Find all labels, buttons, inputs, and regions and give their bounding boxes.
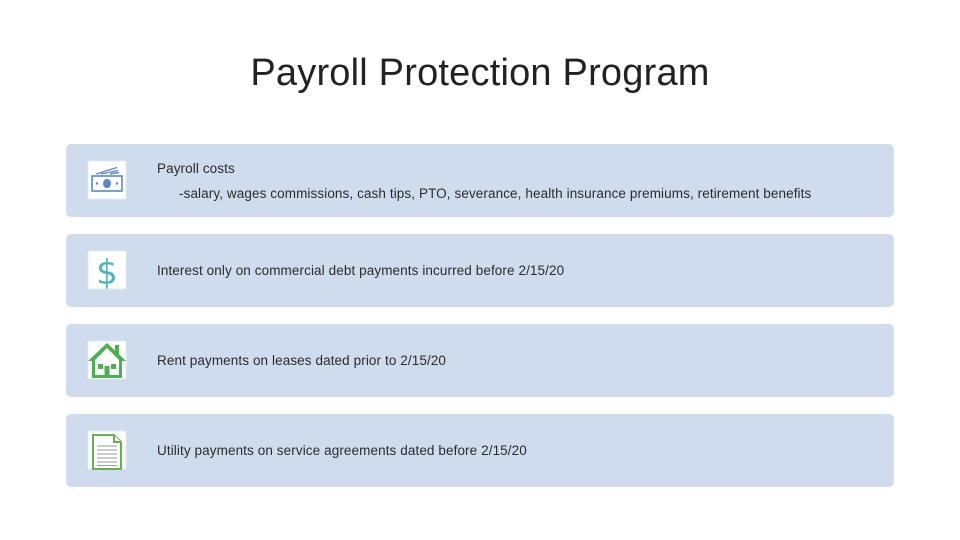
item-label: Payroll costs (157, 161, 235, 176)
slide-title: Payroll Protection Program (250, 52, 710, 94)
list-item-interest (66, 234, 894, 307)
svg-text:$: $ (96, 253, 118, 293)
item-detail: -salary, wages commissions, cash tips, PTO, severance, health insurance premiums, retirement benefits (179, 186, 812, 201)
cost-list (66, 144, 894, 504)
money-icon (84, 158, 130, 204)
document-icon (84, 428, 130, 474)
item-label: Utility payments on service agreements dated before 2/15/20 (157, 443, 527, 458)
house-icon (84, 338, 130, 384)
item-text (157, 414, 874, 487)
item-label: Interest only on commercial debt payments incurred before 2/15/20 (157, 263, 565, 278)
list-item-payroll-costs (66, 144, 894, 217)
item-text (157, 324, 874, 397)
list-item-utility (66, 414, 894, 487)
item-label: Rent payments on leases dated prior to 2/15/20 (157, 353, 447, 368)
dollar-sign-icon (84, 248, 130, 294)
item-text (157, 144, 874, 217)
item-text (157, 234, 874, 307)
list-item-rent (66, 324, 894, 397)
